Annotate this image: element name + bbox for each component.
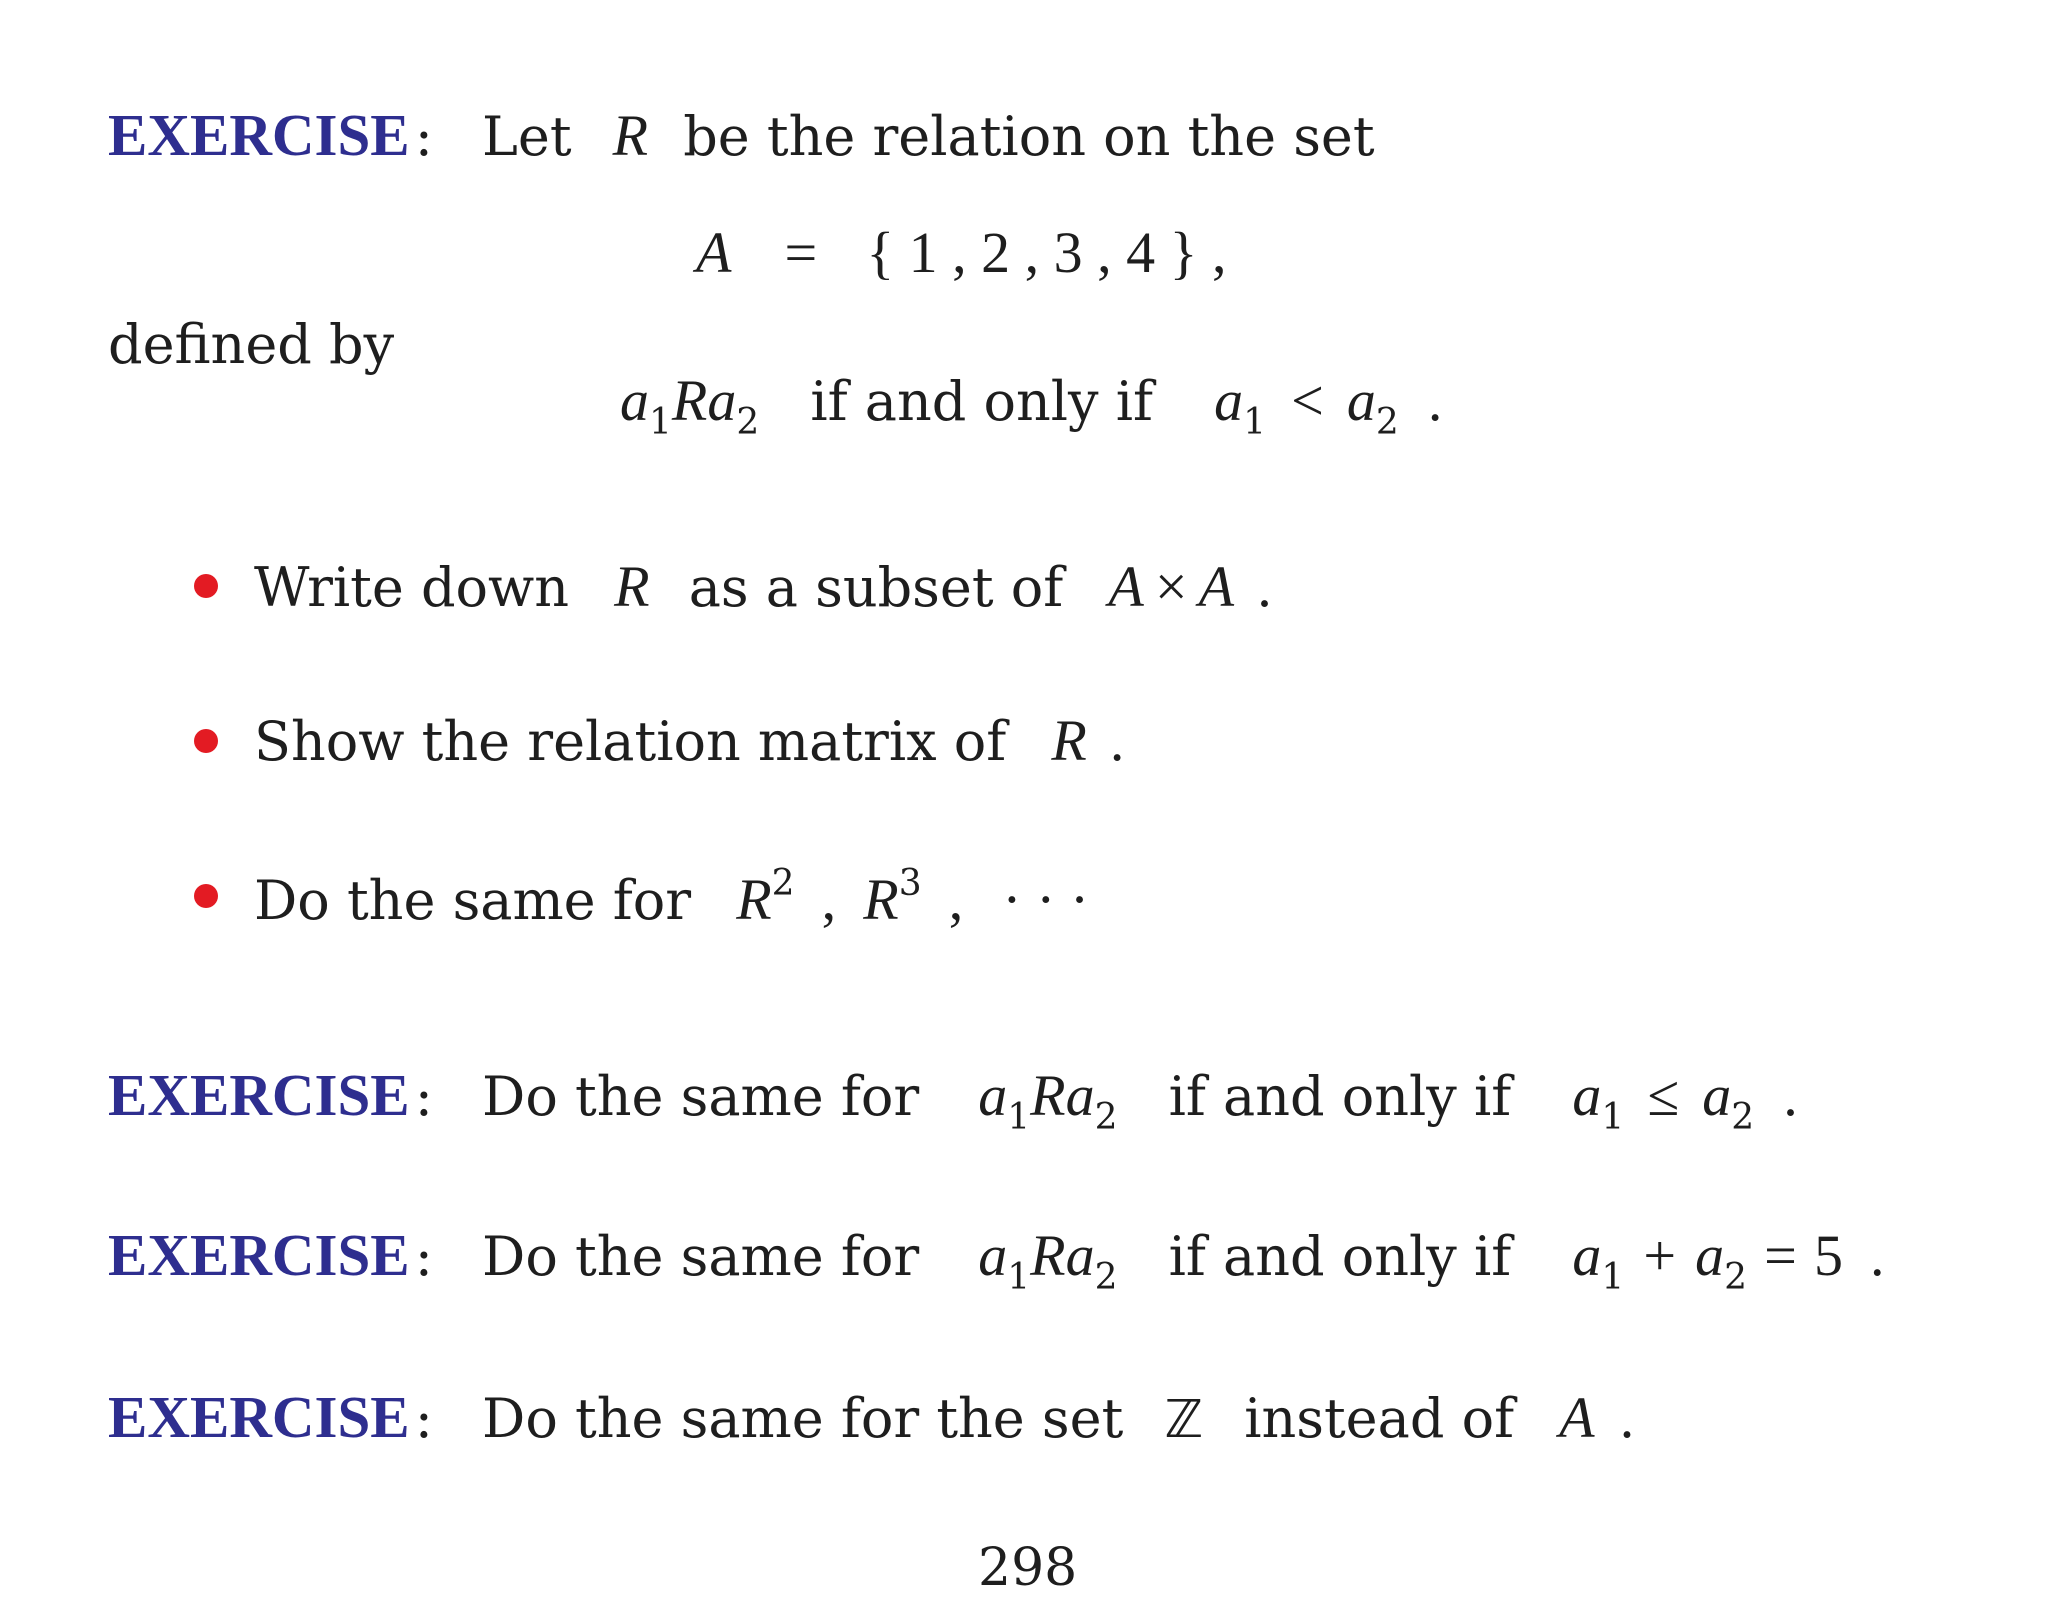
subscript: 1	[1243, 402, 1266, 443]
math-a: a	[1346, 368, 1376, 433]
math-R: R	[1030, 1063, 1066, 1128]
math-A: A	[1108, 554, 1144, 619]
exercise-colon: :	[414, 1225, 433, 1288]
math-a: a	[707, 368, 737, 433]
math-A: A	[1198, 554, 1235, 619]
math-a: a	[1695, 1223, 1725, 1288]
math-equals: =	[784, 220, 818, 285]
bullet-1-text-2: as a subset of	[688, 556, 1064, 619]
iff-text: if and only if	[1168, 1225, 1512, 1288]
exercise-label: EXERCISE	[108, 102, 410, 168]
bullet-icon	[194, 729, 218, 753]
subscript: 2	[736, 402, 760, 443]
superscript: 2	[771, 863, 795, 904]
math-a: a	[978, 1063, 1008, 1128]
math-plus: +	[1643, 1223, 1677, 1288]
exercise-4-line	[108, 1384, 1635, 1450]
subscript: 1	[1007, 1257, 1031, 1298]
math-a: a	[978, 1223, 1008, 1288]
math-a: a	[1572, 1063, 1602, 1128]
set-A-display	[696, 220, 1227, 285]
bullet-2-text: Show the relation matrix of	[254, 710, 1007, 773]
math-times: ×	[1154, 554, 1188, 619]
math-a: a	[620, 368, 649, 433]
bullet-item-3	[254, 863, 1090, 932]
math-a: a	[1065, 1223, 1095, 1288]
math-five: 5	[1813, 1223, 1843, 1288]
exercise-1-line	[108, 102, 1375, 168]
bullet-icon	[194, 574, 218, 598]
bullet-item-2	[254, 708, 1125, 773]
defined-by-text: defined by	[108, 313, 395, 376]
set-elements: { 1 , 2 , 3 , 4 } ,	[866, 220, 1227, 285]
period: .	[1619, 1385, 1635, 1450]
exercise-colon: :	[414, 1387, 433, 1450]
iff-text: if and only if	[1168, 1065, 1512, 1128]
subscript: 1	[649, 402, 672, 443]
exercise-label: EXERCISE	[108, 1384, 410, 1450]
math-R: R	[614, 554, 650, 619]
math-R: R	[1051, 708, 1087, 773]
exercise-3-line	[108, 1222, 1885, 1298]
subscript: 1	[1601, 1097, 1625, 1138]
period: .	[1783, 1063, 1798, 1128]
comma: ,	[821, 867, 837, 932]
math-less-than: <	[1291, 368, 1324, 433]
period: .	[1109, 708, 1125, 773]
ellipsis: · · ·	[1002, 867, 1090, 932]
bullet-3-text: Do the same for	[254, 869, 692, 932]
math-leq: ≤	[1647, 1063, 1680, 1128]
subscript: 2	[1094, 1257, 1118, 1298]
math-A: A	[1559, 1385, 1595, 1450]
exercise-label: EXERCISE	[108, 1062, 410, 1128]
bullet-1-text: Write down	[254, 556, 570, 619]
subscript: 2	[1375, 402, 1399, 443]
math-A: A	[696, 220, 732, 285]
math-R: R	[1030, 1223, 1066, 1288]
period: .	[1427, 368, 1443, 433]
math-R: R	[863, 867, 899, 932]
period: .	[1257, 554, 1272, 619]
period: .	[1870, 1223, 1885, 1288]
math-a: a	[1214, 368, 1244, 433]
math-a: a	[1572, 1223, 1602, 1288]
subscript: 1	[1007, 1097, 1031, 1138]
bullet-icon	[194, 884, 218, 908]
exercise-label: EXERCISE	[108, 1222, 410, 1288]
comma: ,	[948, 867, 964, 932]
superscript: 3	[898, 863, 922, 904]
math-a: a	[1065, 1063, 1095, 1128]
exercise-3-text: Do the same for	[482, 1225, 920, 1288]
subscript: 2	[1731, 1097, 1755, 1138]
math-equals: =	[1764, 1223, 1797, 1288]
math-a: a	[1702, 1063, 1732, 1128]
math-R: R	[612, 103, 649, 168]
exercise-colon: :	[414, 1065, 433, 1128]
subscript: 2	[1724, 1257, 1748, 1298]
definition-line	[620, 368, 1443, 443]
iff-text: if and only if	[810, 370, 1153, 433]
subscript: 2	[1094, 1097, 1118, 1138]
exercise-2-line	[108, 1062, 1798, 1138]
exercise-4-text-2: instead of	[1244, 1387, 1515, 1450]
math-integers-Z: ℤ	[1164, 1390, 1204, 1450]
exercise-colon: :	[414, 105, 433, 168]
exercise-1-let: Let	[482, 105, 572, 168]
subscript: 1	[1601, 1257, 1625, 1298]
bullet-item-1	[254, 554, 1272, 619]
page-number: 298	[978, 1538, 1078, 1598]
math-R: R	[671, 368, 708, 433]
math-R: R	[736, 867, 772, 932]
exercise-2-text: Do the same for	[482, 1065, 920, 1128]
exercise-1-intro-text: be the relation on the set	[683, 105, 1375, 168]
exercise-4-text: Do the same for the set	[482, 1387, 1124, 1450]
